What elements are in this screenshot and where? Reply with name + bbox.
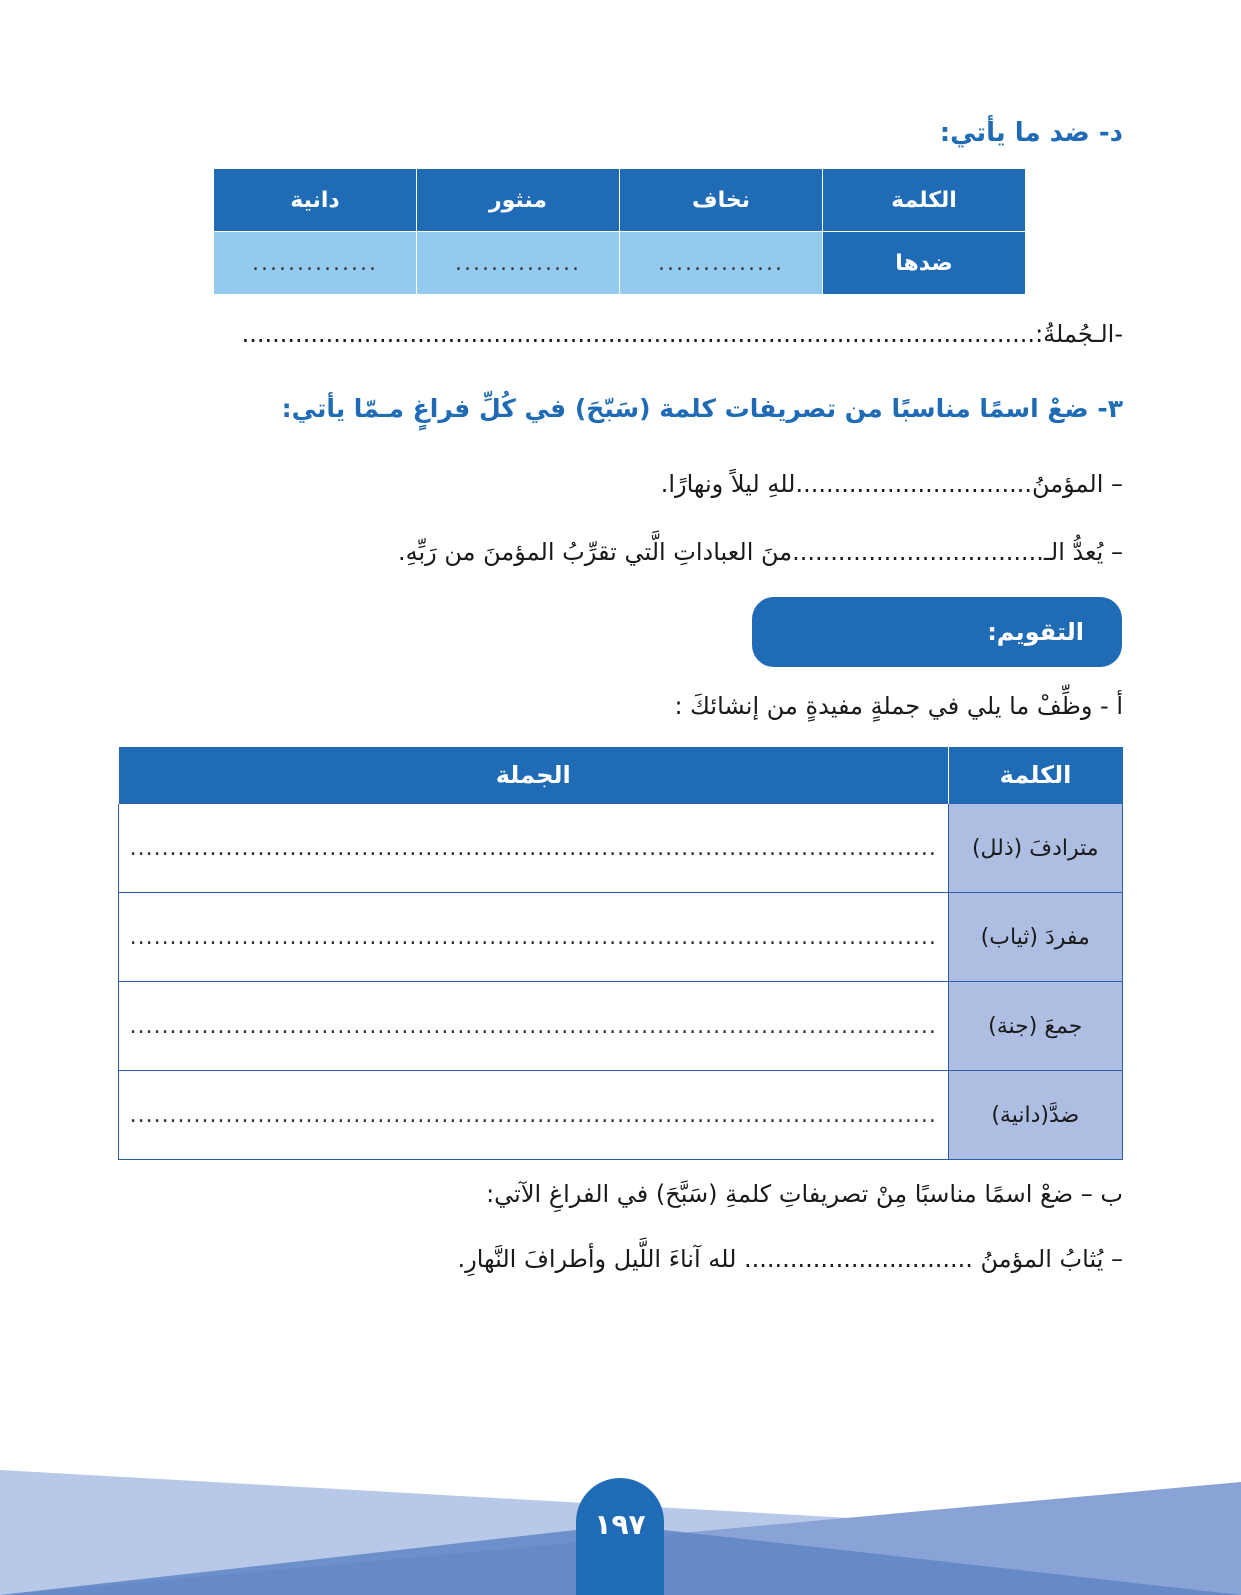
fill-blank-line-2[interactable]: – يُعدُّ الـ.................................منَ العباداتِ الَّتي تقرِّبُ المؤمنَ من رَبِّهِ. (398, 538, 1123, 566)
answer-blank[interactable]: .............. (417, 232, 620, 295)
table-row (214, 169, 1026, 232)
table-cell: ضدها (823, 232, 1026, 295)
word-cell: مفردَ (ثياب) (948, 893, 1123, 982)
word-cell: ضدَّ(دانية) (948, 1071, 1123, 1160)
sentence-blank[interactable]: ..................................................................................................... (119, 893, 949, 982)
word-cell: جمعَ (جنة) (948, 982, 1123, 1071)
table-row (214, 232, 1026, 295)
part-b-title: ب – ضعْ اسمًا مناسبًا مِنْ تصريفاتِ كلمةِ (سَبَّحَ) في الفراغِ الآتي: (486, 1180, 1123, 1208)
table-cell: نخاف (620, 169, 823, 232)
answer-blank[interactable]: .............. (620, 232, 823, 295)
table-row (119, 804, 1123, 893)
column-header-word: الكلمة (948, 747, 1123, 804)
table-cell: دانية (214, 169, 417, 232)
sentence-blank[interactable]: ..................................................................................................... (119, 982, 949, 1071)
table-row (119, 893, 1123, 982)
opposites-table (213, 168, 1026, 295)
sentence-blank[interactable]: ..................................................................................................... (119, 804, 949, 893)
table-row (119, 982, 1123, 1071)
table-header-row (119, 747, 1123, 804)
table-cell: الكلمة (823, 169, 1026, 232)
fill-blank-line-b[interactable]: – يُثابُ المؤمنُ .............................. لله آناءَ اللَّيل وأطرافَ النَّهارِ. (457, 1245, 1123, 1273)
table-cell: منثور (417, 169, 620, 232)
usage-table (118, 747, 1123, 1160)
answer-blank[interactable]: .............. (214, 232, 417, 295)
page-number (576, 1478, 664, 1595)
page-number-text: ١٩٧ (594, 1508, 646, 1541)
evaluation-header (752, 597, 1122, 667)
sentence-line[interactable]: -الـجُملةُ:........................................................................................................ (241, 320, 1123, 348)
word-cell: مترادفَ (ذلل) (948, 804, 1123, 893)
column-header-sentence: الجملة (119, 747, 949, 804)
table-row (119, 1071, 1123, 1160)
fill-blank-line-1[interactable]: – المؤمنُ...............................للهِ ليلاً ونهارًا. (660, 470, 1123, 498)
sentence-blank[interactable]: ..................................................................................................... (119, 1071, 949, 1160)
evaluation-label: التقويم: (987, 618, 1084, 646)
part-a-title: أ - وظِّفْ ما يلي في جملةٍ مفيدةٍ من إنشائكَ : (674, 692, 1123, 720)
section-d-title: د- ضد ما يأتي: (939, 118, 1123, 148)
question-3-title: ٣- ضعْ اسمًا مناسبًا من تصريفات كلمة (سَبّحَ) في كُلِّ فراغٍ مـمّا يأتي: (281, 394, 1123, 423)
